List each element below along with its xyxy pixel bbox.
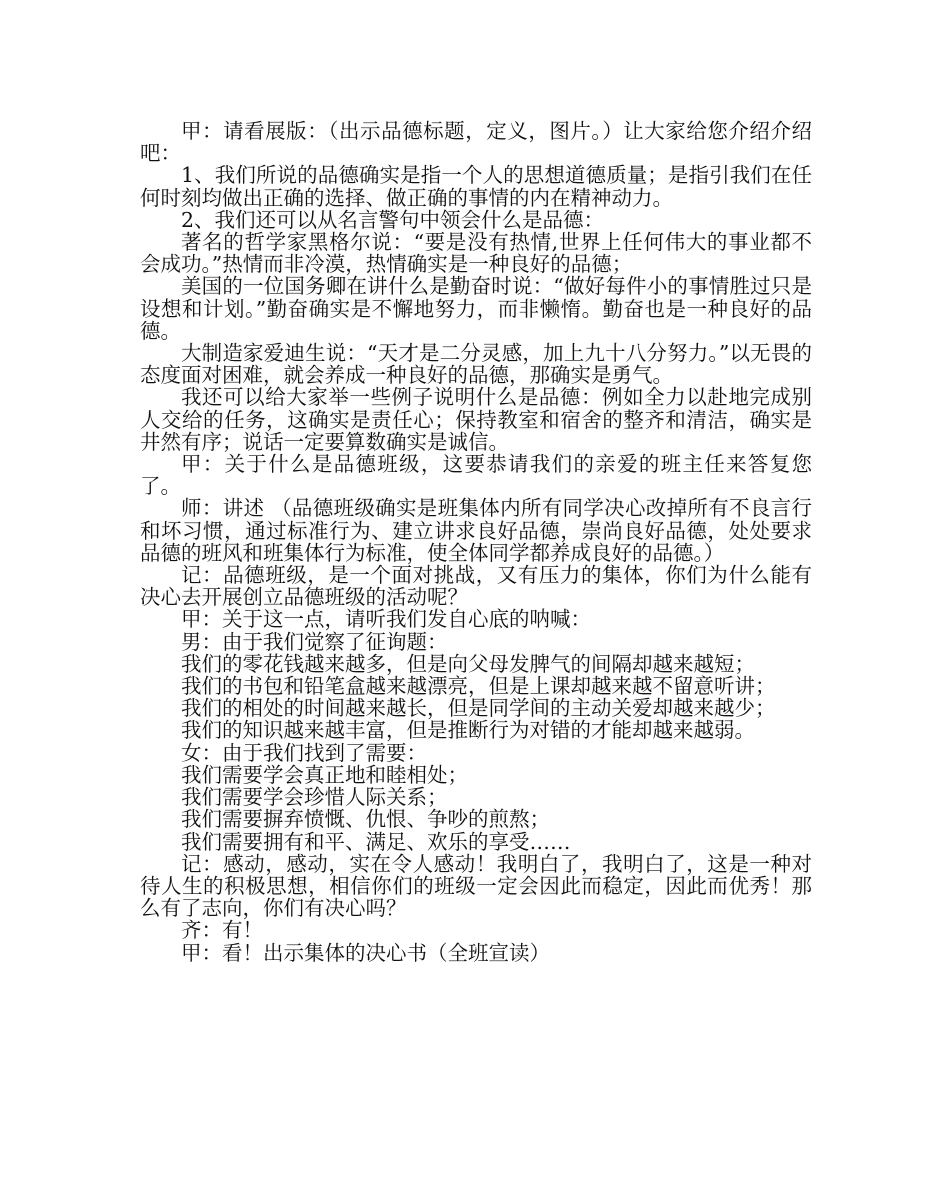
paragraph-examples: 我还可以给大家举一些例子说明什么是品德：例如全力以赴地完成别人交给的任务，这确实是责任心；保持教室和宿舍的整齐和清洁，确实是井然有序；说话一定要算数确实是诚信。 [140, 385, 812, 454]
paragraph-problem-1: 我们的零花钱越来越多，但是向父母发脾气的间隔却越来越短； [181, 651, 755, 676]
paragraph-hegel-quote: 著名的哲学家黑格尔说：“要是没有热情,世界上任何伟大的事业都不会成功。”热情而非冷漠，热情确实是一种良好的品德； [140, 230, 812, 277]
paragraph-reporter-moved: 记：感动，感动，实在令人感动！我明白了，我明白了，这是一种对待人生的积极思想，相信你们的班级一定会因此而稳定，因此而优秀！那么有了志向，你们有决心吗？ [140, 851, 812, 921]
paragraph-boy-problems: 男：由于我们觉察了征询题： [181, 629, 448, 654]
paragraph-problem-3: 我们的相处的时间越来越长，但是同学间的主动关爱却越来越少； [181, 696, 776, 721]
paragraph-reporter-question: 记：品德班级，是一个面对挑战，又有压力的集体，你们为什么能有决心去开展创立品德班级的活动呢？ [140, 563, 812, 610]
paragraph-heartfelt-call: 甲：关于这一点，请听我们发自心底的呐喊： [181, 607, 591, 632]
paragraph-need-1: 我们需要学会真正地和睦相处； [181, 762, 468, 787]
document-page [140, 120, 812, 964]
paragraph-need-4: 我们需要拥有和平、满足、欢乐的享受…… [181, 829, 571, 854]
paragraph-intro-display-board: 甲：请看展版：（出示品德标题，定义，图片。）让大家给您介绍介绍吧： [140, 119, 812, 166]
paragraph-all-answer: 齐：有！ [181, 918, 263, 943]
paragraph-problem-2: 我们的书包和铅笔盒越来越漂亮，但是上课却越来越不留意听讲； [181, 674, 776, 699]
paragraph-problem-4: 我们的知识越来越丰富，但是推断行为对错的才能却越来越弱。 [181, 718, 755, 743]
paragraph-quotes-lead: 2、我们还可以从名言警句中领会什么是品德： [181, 207, 605, 232]
paragraph-definition: 1、我们所说的品德确实是指一个人的思想道德质量；是指引我们在任何时刻均做出正确的选择、做正确的事情的内在精神动力。 [140, 163, 812, 210]
paragraph-need-3: 我们需要摒弃愤慨、仇恨、争吵的煎熬； [181, 807, 550, 832]
paragraph-diligence-quote: 美国的一位国务卿在讲什么是勤奋时说：“做好每件小的事情胜过只是设想和计划。”勤奋确实是不懈地努力，而非懒惰。勤奋也是一种良好的品德。 [140, 274, 812, 343]
paragraph-girl-needs: 女：由于我们找到了需要： [181, 740, 427, 765]
paragraph-edison-quote: 大制造家爱迪生说：“天才是二分灵感，加上九十八分努力。”以无畏的态度面对困难，就会养成一种良好的品德，那确实是勇气。 [140, 341, 812, 388]
paragraph-teacher-explains: 师：讲述 （品德班级确实是班集体内所有同学决心改掉所有不良言行和坏习惯，通过标准行为、建立讲求良好品德，崇尚良好品德，处处要求品德的班风和班集体行为标准，使全体同学都养成良好的品德。） [140, 496, 812, 565]
paragraph-resolution-letter: 甲：看！出示集体的决心书（全班宣读） [181, 940, 550, 965]
paragraph-class-teacher-invite: 甲：关于什么是品德班级，这要恭请我们的亲爱的班主任来答复您了。 [140, 452, 812, 499]
paragraph-need-2: 我们需要学会珍惜人际关系； [181, 785, 448, 810]
